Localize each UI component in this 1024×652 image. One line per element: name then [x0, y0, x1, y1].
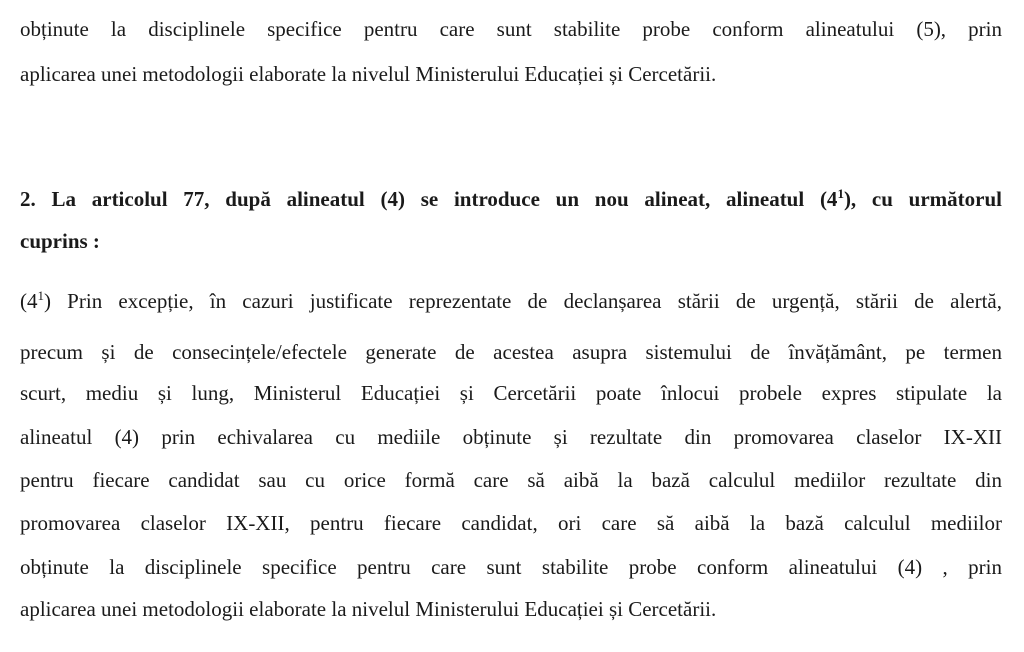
- paragraph-prefix-open: (4: [20, 289, 38, 313]
- heading-superscript: 1: [837, 186, 844, 201]
- paragraph-line-5: pentru fiecare candidat sau cu orice formă care să aibă la bază calculul mediilor rezultate din: [20, 468, 1002, 492]
- section-heading-line-2: cuprins :: [20, 229, 100, 253]
- paragraph-line-6: promovarea claselor IX-XII, pentru fiecare candidat, ori care să aibă la bază calculul mediilor: [20, 511, 1002, 535]
- top-paragraph-line-1: obținute la disciplinele specifice pentru care sunt stabilite probe conform alineatului (5), prin: [20, 17, 1002, 41]
- section-heading-line-1: [20, 186, 1002, 212]
- top-paragraph-line-2: aplicarea unei metodologii elaborate la nivelul Ministerului Educației și Cercetării.: [20, 62, 717, 86]
- paragraph-line-4: alineatul (4) prin echivalarea cu mediile obținute și rezultate din promovarea claselor IX-XII: [20, 425, 1002, 449]
- paragraph-line-3: scurt, mediu și lung, Ministerul Educației și Cercetării poate înlocui probele expres stipulate la: [20, 381, 1002, 405]
- heading-text-after: ), cu următorul: [843, 187, 1002, 211]
- paragraph-line-2: precum și de consecințele/efectele generate de acestea asupra sistemului de învățământ, pe termen: [20, 340, 1002, 364]
- paragraph-line-1: [20, 288, 1002, 314]
- paragraph-line-1-rest: ) Prin excepție, în cazuri justificate reprezentate de declanșarea stării de urgență, stării de alertă,: [44, 289, 1002, 313]
- paragraph-line-8: aplicarea unei metodologii elaborate la nivelul Ministerului Educației și Cercetării.: [20, 597, 717, 621]
- heading-text-before: 2. La articolul 77, după alineatul (4) se introduce un nou alineat, alineatul (4: [20, 187, 838, 211]
- paragraph-prefix-superscript: 1: [37, 288, 44, 303]
- paragraph-line-7: obținute la disciplinele specifice pentru care sunt stabilite probe conform alineatului (4) , prin: [20, 555, 1002, 579]
